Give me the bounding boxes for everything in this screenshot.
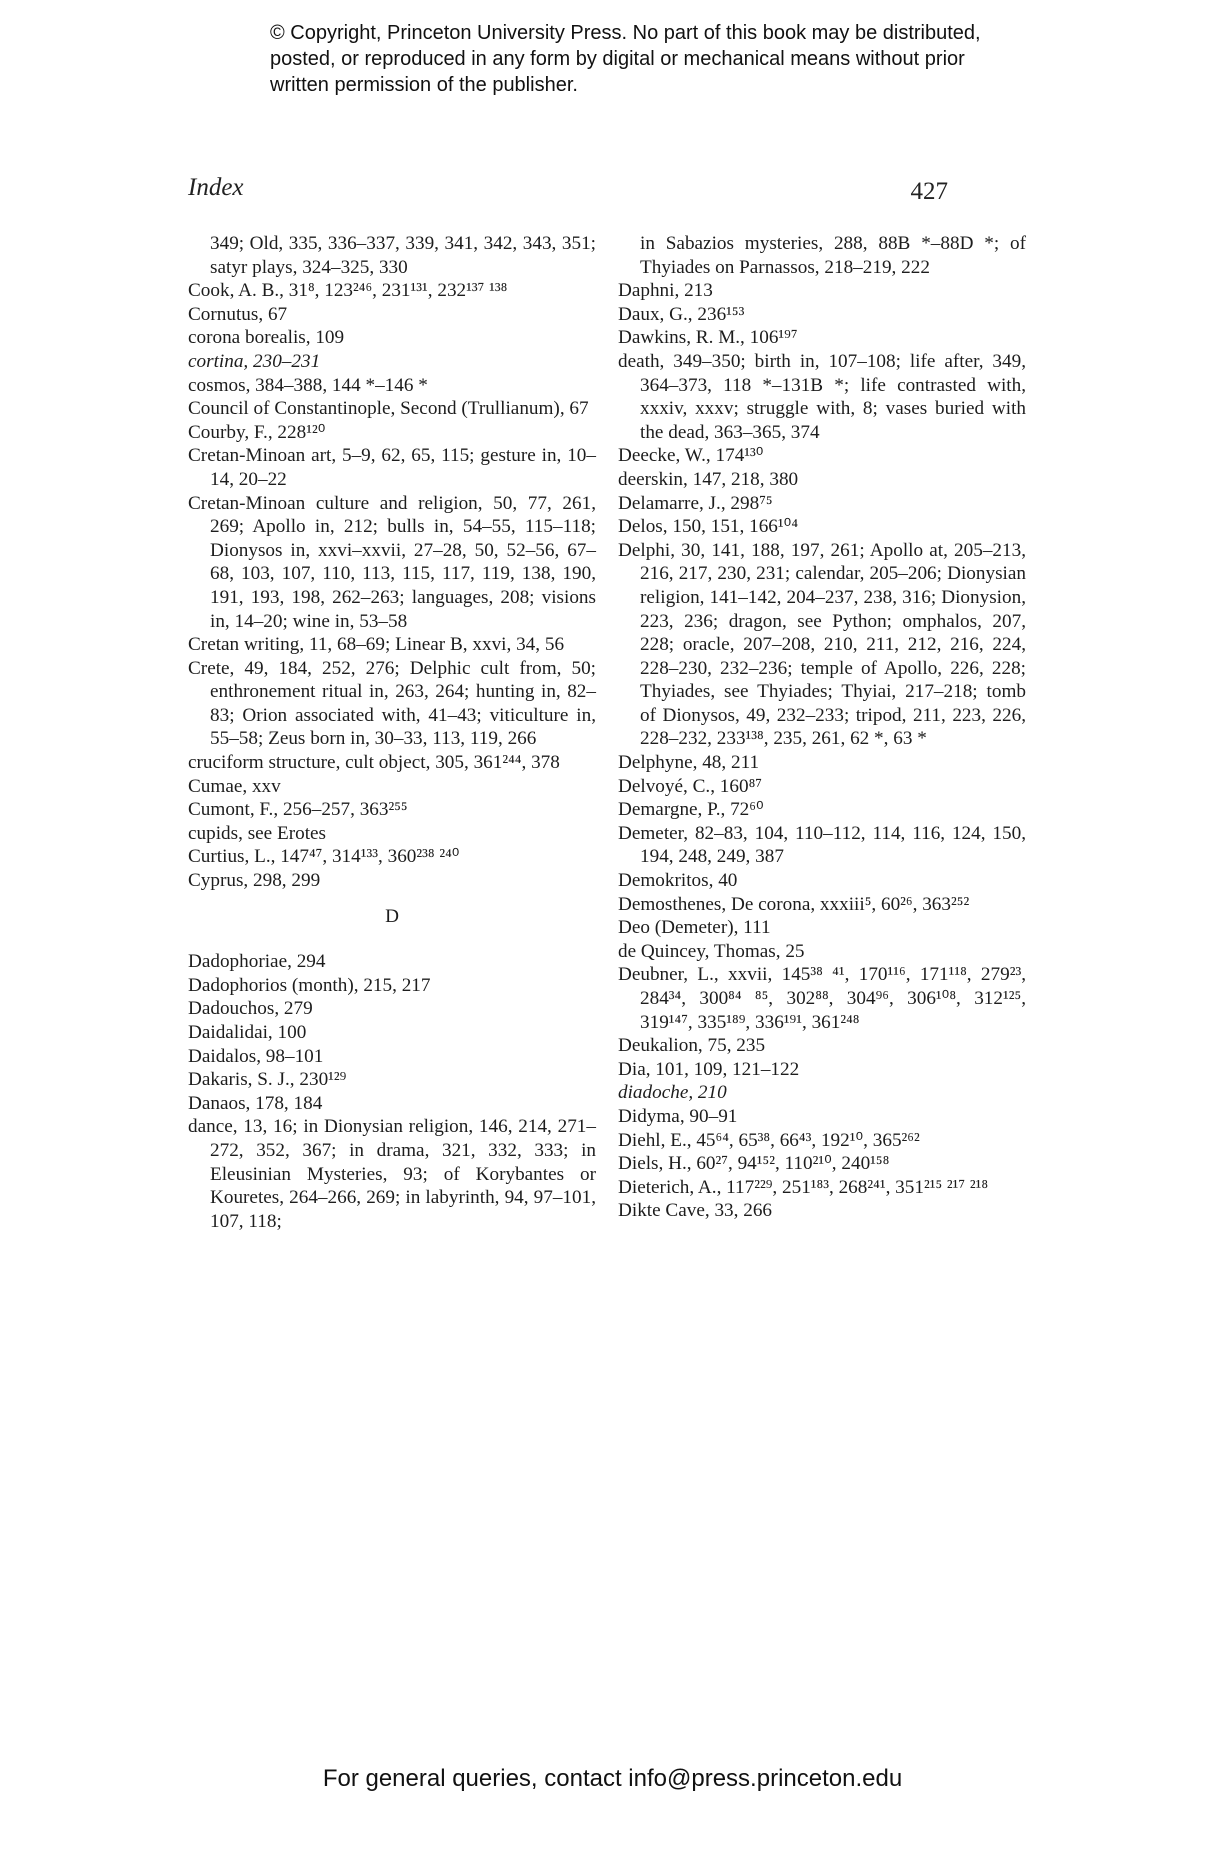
index-entry: Dawkins, R. M., 106¹⁹⁷ xyxy=(618,327,798,349)
index-entry: Demosthenes, De corona, xxxiii⁵, 60²⁶, 363²⁵² xyxy=(618,893,970,915)
index-entry: Cook, A. B., 31⁸, 123²⁴⁶, 231¹³¹, 232¹³⁷ ¹³⁸ xyxy=(188,280,508,302)
index-entry: Dikte Cave, 33, 266 xyxy=(618,1200,773,1222)
index-entry: Delphi, 30, 141, 188, 197, 261; Apollo at, 205–213, 216, 217, 230, 231; calendar, 205–206; Dionysian religion, 141–142, 204–237, 238, 316; Dionysion, 223, 236; dragon, see Python; omphalos, 207, 228; oracle, 207–208, 210, 211, 212, 216, 224, 228–230, 232–236; temple of Apollo, 226, 228; Thyiades, see Thyiades; Thyiai, 217–218; tomb of Dionysos, 49, 232–233; tripod, 211, 223, 226, 228–232, 233¹³⁸, 235, 261, 62 *, 63 * xyxy=(618,539,1026,750)
copyright-notice: © Copyright, Princeton University Press. No part of this book may be distributed, posted, or reproduced in any form by digital or mechanical means without prior written permission of the publisher. xyxy=(270,22,981,96)
index-entry: Dieterich, A., 117²²⁹, 251¹⁸³, 268²⁴¹, 351²¹⁵ ²¹⁷ ²¹⁸ xyxy=(618,1176,989,1198)
index-entry: Delvoyé, C., 160⁸⁷ xyxy=(618,775,762,797)
index-entry: diadoche, 210 xyxy=(618,1082,727,1104)
index-entry: Diels, H., 60²⁷, 94¹⁵², 110²¹⁰, 240¹⁵⁸ xyxy=(618,1153,890,1175)
index-entry: Dadophoriae, 294 xyxy=(188,951,326,973)
index-entry: Daidalos, 98–101 xyxy=(188,1045,324,1067)
index-entry: Cretan-Minoan art, 5–9, 62, 65, 115; gesture in, 10–14, 20–22 xyxy=(188,445,596,490)
index-entry: Demargne, P., 72⁶⁰ xyxy=(618,799,764,821)
index-entry: Delamarre, J., 298⁷⁵ xyxy=(618,492,773,514)
index-entry: Dadophorios (month), 215, 217 xyxy=(188,974,431,996)
index-entry: Crete, 49, 184, 252, 276; Delphic cult from, 50; enthronement ritual in, 263, 264; hunting in, 82–83; Orion associated with, 41–43; viticulture in, 55–58; Zeus born in, 30–33, 113, 119, 266 xyxy=(188,657,596,750)
index-column-left xyxy=(188,232,596,1233)
index-entry: Didyma, 90–91 xyxy=(618,1105,738,1127)
index-entry: dance, 13, 16; in Dionysian religion, 146, 214, 271–272, 352, 367; in drama, 321, 332, 333; in Eleusinian Mysteries, 93; of Korybantes or Kouretes, 264–266, 269; in labyrinth, 94, 97–101, 107, 118; xyxy=(188,1116,596,1232)
index-entry: deerskin, 147, 218, 380 xyxy=(618,468,799,490)
index-entry: Cretan-Minoan culture and religion, 50, 77, 261, 269; Apollo in, 212; bulls in, 54–55, 115–118; Dionysos in, xxvi–xxvii, 27–28, 50, 52–56, 67–68, 103, 107, 110, 113, 115, 117, 119, 138, 190, 191, 193, 198, 262–263; languages, 208; visions in, 14–20; wine in, 53–58 xyxy=(188,492,596,632)
contact-footer: For general queries, contact info@press.princeton.edu xyxy=(322,1765,903,1792)
index-entry: in Sabazios mysteries, 288, 88B *–88D *; of Thyiades on Parnassos, 218–219, 222 xyxy=(640,233,1026,278)
index-entry: Curtius, L., 147⁴⁷, 314¹³³, 360²³⁸ ²⁴⁰ xyxy=(188,846,460,868)
index-entry: Deecke, W., 174¹³⁰ xyxy=(618,445,764,467)
index-entry: Demeter, 82–83, 104, 110–112, 114, 116, 124, 150, 194, 248, 249, 387 xyxy=(618,822,1026,868)
index-entry: Daux, G., 236¹⁵³ xyxy=(618,303,745,325)
index-entry: Dia, 101, 109, 121–122 xyxy=(618,1058,800,1080)
index-entry: Daidalidai, 100 xyxy=(188,1022,307,1043)
index-entry: Cumae, xxv xyxy=(188,775,281,797)
index-entry: Diehl, E., 45⁶⁴, 65³⁸, 66⁴³, 192¹⁰, 365²⁶² xyxy=(618,1129,920,1151)
index-entry: Delphyne, 48, 211 xyxy=(618,752,760,774)
index-entry: death, 349–350; birth in, 107–108; life after, 349, 364–373, 118 *–131B *; life contrasted with, xxxiv, xxxv; struggle with, 8; vases buried with the dead, 363–365, 374 xyxy=(618,350,1026,443)
index-entry: Deo (Demeter), 111 xyxy=(618,917,771,939)
index-entry: cupids, see Erotes xyxy=(188,822,327,844)
index-entry: Cornutus, 67 xyxy=(188,303,288,325)
index-entry: Dakaris, S. J., 230¹²⁹ xyxy=(188,1069,347,1091)
index-entry: Dadouchos, 279 xyxy=(188,998,313,1020)
index-entry: Daphni, 213 xyxy=(618,280,713,302)
section-letter: D xyxy=(385,905,399,927)
index-entry: cosmos, 384–388, 144 *–146 * xyxy=(188,374,428,396)
page-title: Index xyxy=(188,174,244,201)
index-entry: Danaos, 178, 184 xyxy=(188,1092,323,1114)
index-entry: Deukalion, 75, 235 xyxy=(618,1035,766,1057)
index-entry: Cyprus, 298, 299 xyxy=(188,870,321,892)
index-entry: Cumont, F., 256–257, 363²⁵⁵ xyxy=(188,799,408,821)
index-entry: cortina, 230–231 xyxy=(188,350,321,372)
index-entry: 349; Old, 335, 336–337, 339, 341, 342, 343, 351; satyr plays, 324–325, 330 xyxy=(210,233,596,278)
index-entry: Delos, 150, 151, 166¹⁰⁴ xyxy=(618,516,799,538)
index-entry: Cretan writing, 11, 68–69; Linear B, xxvi, 34, 56 xyxy=(188,634,565,656)
index-entry: Courby, F., 228¹²⁰ xyxy=(188,421,326,443)
index-entry: de Quincey, Thomas, 25 xyxy=(618,940,805,962)
index-entry: Council of Constantinople, Second (Trullianum), 67 xyxy=(188,398,589,420)
page-number: 427 xyxy=(910,178,948,205)
index-entry: cruciform structure, cult object, 305, 361²⁴⁴, 378 xyxy=(188,752,560,774)
index-entry: Deubner, L., xxvii, 145³⁸ ⁴¹, 170¹¹⁶, 171¹¹⁸, 279²³, 284³⁴, 300⁸⁴ ⁸⁵, 302⁸⁸, 304⁹⁶, 306¹⁰⁸, 312¹²⁵, 319¹⁴⁷, 335¹⁸⁹, 336¹⁹¹, 361²⁴⁸ xyxy=(618,964,1026,1033)
index-entry: corona borealis, 109 xyxy=(188,327,345,349)
running-head xyxy=(188,174,948,205)
index-column-right xyxy=(618,232,1026,1223)
index-entry: Demokritos, 40 xyxy=(618,870,738,892)
